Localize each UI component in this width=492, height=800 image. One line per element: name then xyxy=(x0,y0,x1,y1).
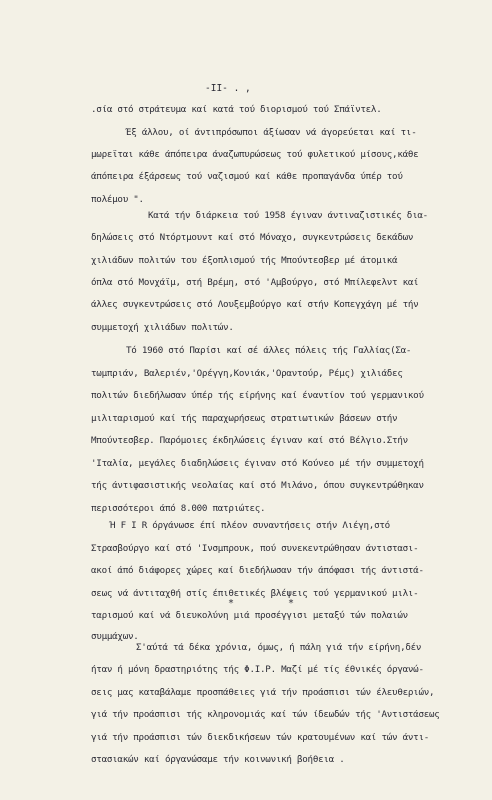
text-line: τής άντιφασιστικής νεολαίας καί στό Μιλάνο, όπου συγκεντρώθηκαν xyxy=(91,480,424,491)
text-line: Μπούντεσβερ. Παρόμοιες έκδηλώσεις έγιναν καί στό Βέλγιο.Στήν xyxy=(91,435,408,446)
text-line: μωρεϊται κάθε άπόπειρα άναζωπυρώσεως τού φυλετικού μίσους,κάθε xyxy=(91,149,419,160)
text-line: τωμπριάν, Βαλεριέν,'Ορέγγη,Κονιάκ,'Οραντούρ, Ρέμς) χιλιάδες xyxy=(91,368,403,379)
text-line: ταρισμού καί νά διευκολύνη μιά προσέγγισι μεταξύ τών πολαιών xyxy=(91,610,408,621)
text-line: Σ'αύτά τά δέκα χρόνια, όμως, ή πάλη γιά τήν είρήνη,δέν xyxy=(136,642,422,653)
section-separator: * * xyxy=(228,598,319,609)
text-line: Ή F I R όργάνωσε έπί πλέον συναντήσεις στήν Λιέγη,στό xyxy=(110,520,390,531)
text-line: συμμάχων. xyxy=(91,631,139,642)
text-line: περισσότεροι άπό 8.000 πατριώτες. xyxy=(91,503,266,514)
text-line: Έξ άλλου, οί άντιπρόσωποι άξίωσαν νά άγορεύεται καί τι- xyxy=(126,127,417,138)
text-line: Κατά τήν διάρκεια τού 1958 έγιναν άντιναζιστικές δια- xyxy=(148,210,428,221)
text-line: 'Ιταλία, μεγάλες διαδηλώσεις έγιναν στό Κούνεο μέ τήν συμμετοχή xyxy=(91,458,424,469)
text-line: Τό 1960 στό Παρίσι καί σέ άλλες πόλεις τής Γαλλίας(Σα- xyxy=(126,345,412,356)
text-line: πολέμου ". xyxy=(91,194,144,205)
text-line: σεις μας καταβάλαμε προσπάθειες γιά τήν προάσπισι τών έλευθεριών, xyxy=(91,687,435,698)
text-line: ακοί άπό διάφορες χώρες καί διεδήλωσαν τήν άπόφασι τής άντιστά- xyxy=(91,565,424,576)
text-line: συμμετοχή χιλιάδων πολιτών. xyxy=(91,322,234,333)
text-line: γιά τήν προάσπισι τών διεκδικήσεων τών κρατουμένων καί τών άντι- xyxy=(91,732,430,743)
text-line: μιλιταρισμού καί τής παραχωρήσεως στρατιωτικών βάσεων στήν xyxy=(91,413,398,424)
text-line: πολιτών διεδήλωσαν ύπέρ τής είρήνης καί έναντίον τού γερμανικού xyxy=(91,390,424,401)
text-line: σεως νά άντιταχθή στίς έπιθετικές βλέψεις τού γερμανικού μιλι- xyxy=(91,588,419,599)
text-line: άλλες συγκεντρώσεις στό Λουξεμβούργο καί στήν Κοπεγχάγη μέ τήν xyxy=(91,299,419,310)
text-line: στασιακών καί όργανώσαμε τήν κοινωνική βοήθεια . xyxy=(91,754,345,765)
text-line: .σία στό στράτευμα καί κατά τού διορισμού τού Σπάϊντελ. xyxy=(91,104,382,115)
text-line: δηλώσεις στό Ντόρτμουντ καί στό Μόναχο, συγκεντρώσεις δεκάδων xyxy=(91,232,414,243)
page-number: -II- . , xyxy=(205,83,251,94)
text-line: χιλιάδων πολιτών του έξοπλισμού τής Μπούντεσβερ μέ άτομικά xyxy=(91,255,398,266)
text-line: γιά τήν προάσπισι τής κληρονομιάς καί τών ίδεωδών τής 'Αντιστάσεως xyxy=(91,709,440,720)
text-line: άπόπειρα έξάρσεως τού ναζισμού καί κάθε προπαγάνδα ύπέρ τού xyxy=(91,171,403,182)
text-line: όπλα στό Μονχάϊμ, στή Βρέμη, στό 'Αμβούργο, στό Μπίλεφελντ καί xyxy=(91,277,419,288)
text-line: Στρασβούργο καί στό 'Ινσμπρουκ, πού συνεκεντρώθησαν άντιστασι- xyxy=(91,543,419,554)
text-line: ήταν ή μόνη δραστηριότης τής Φ.Ι.Ρ. Μαζί μέ τίς έθνικές όργανώ- xyxy=(91,664,424,675)
